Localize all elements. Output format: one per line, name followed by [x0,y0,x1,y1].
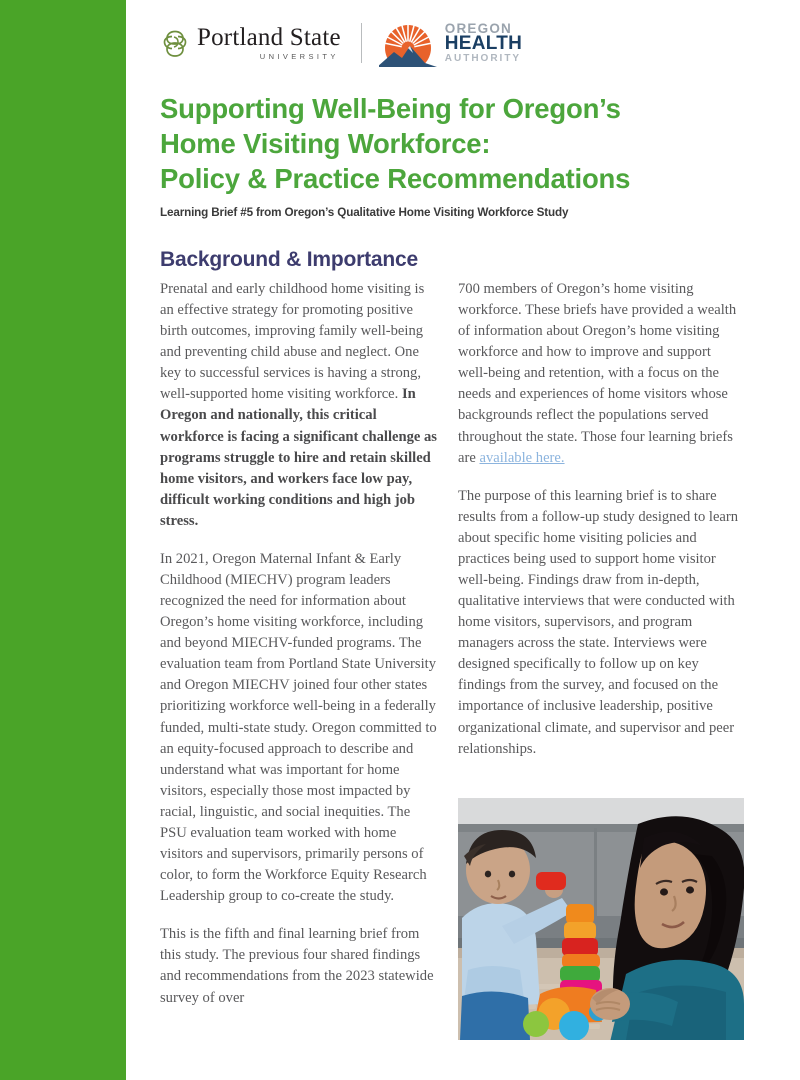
section-heading-background-importance: Background & Importance [160,248,418,271]
oregon-health-authority-logo [379,20,522,67]
title-line-2: Home Visiting Workforce: [160,128,491,160]
title-block [160,91,760,219]
body-column-left [160,279,440,1009]
paragraph-previous-briefs-text: 700 members of Oregon’s home visiting workforce. These briefs have provided a wealth of information about Oregon’s home visiting workforce and how to improve and support well-being and retention, with a focus on the needs and experiences of home visitors whose backgrounds reflect the populations served throughout the state. Those four learning briefs are [458,281,737,466]
photo-child-and-caregiver [458,798,744,1040]
paragraph-brief-series: This is the fifth and final learning brief from this study. The previous four shared findings and recommendations from the 2023 statewide survey of over [160,926,434,1006]
paragraph-intro [160,279,440,532]
psu-shield-icon [160,28,190,59]
oha-wordmark [445,22,522,64]
portland-state-university-logo [160,25,341,61]
title-line-3: Policy & Practice Recommendations [160,163,631,195]
paragraph-intro-emphasis: In Oregon and nationally, this critical workforce is facing a significant challenge as programs struggle to hire and retain skilled home visitors, and workers face low pay, difficult working conditions and high job stress. [160,386,437,529]
logo-divider [361,23,362,63]
psu-wordmark [197,25,341,61]
oha-sunburst-mountain-icon [379,20,437,67]
paragraph-study-background: In 2021, Oregon Maternal Infant & Early Childhood (MIECHV) program leaders recognized the need for information about Oregon’s home visiting workforce, including and beyond MIECHV-funded programs. The evaluation team from Portland State University and Oregon MIECHV joined four other states prioritizing workforce well-being in a federally funded, multi-state study. Oregon committed to an equity-focused approach to describe and understand what was important for home visitors, especially those most impacted by racial, linguistic, and social inequities. The PSU evaluation team worked with home visitors and supervisors, primarily persons of color, to form the Workforce Equity Research Leadership group to co-create the study. [160,550,437,905]
title-line-1: Supporting Well-Being for Oregon’s [160,93,621,124]
psu-name: Portland State [197,24,341,52]
oha-line-oregon: OREGON [444,21,512,37]
paragraph-purpose: The purpose of this learning brief is to share results from a follow-up study designed to learn about specific home visiting policies and practices being used to support home visitor well-being. Findings draw from in-depth, qualitative interviews that were conducted with home visitors, supervisors, and program managers across the state. Interviews were designed specifically to follow up on key findings from the survey, and focused on the importance of inclusive leadership, positive organizational climate, and supervisor and peer relationships. [458,487,739,757]
oha-line-authority: AUTHORITY [444,53,522,65]
left-green-band [0,0,126,1080]
available-here-link[interactable]: available here. [479,449,565,466]
paragraph-previous-briefs [458,279,744,469]
logo-strip [160,12,770,74]
body-column-right [458,279,744,760]
page-subtitle: Learning Brief #5 from Oregon’s Qualitative Home Visiting Workforce Study [160,205,569,219]
page-title [160,91,760,197]
oha-line-health: HEALTH [444,33,523,55]
paragraph-intro-text: Prenatal and early childhood home visiting is an effective strategy for promoting positive birth outcomes, improving family well-being and preventing child abuse and neglect. One key to successful services is having a strong, well-supported home visiting workforce. [160,281,425,403]
page-content [126,0,800,1080]
psu-subname: UNIVERSITY [259,52,339,62]
